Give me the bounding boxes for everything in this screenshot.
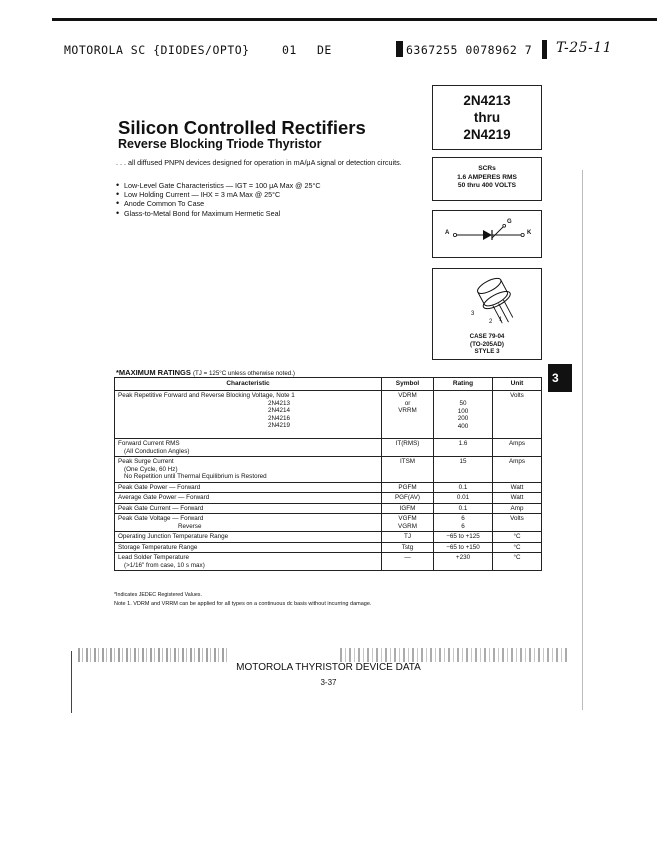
scan-noise (340, 648, 570, 662)
table-row (115, 457, 542, 483)
scr-symbol-box (432, 210, 542, 258)
char-cell: Peak Surge Current (One Cycle, 60 Hz) No Repetition until Thermal Equilibrium is Restored (115, 457, 382, 483)
spec-line-2: 1.6 AMPERES RMS (457, 173, 517, 181)
table-row (115, 503, 542, 514)
part-line-3: 2N4219 (463, 127, 511, 142)
char-cell: Forward Current RMS (All Conduction Angles) (115, 439, 382, 457)
rating-cell: +230 (434, 553, 493, 571)
scan-header (64, 40, 624, 62)
symbol-cell: VGFM VGRM (382, 514, 434, 532)
symbol-cell: IT(RMS) (382, 439, 434, 457)
rating-cell: 15 (434, 457, 493, 483)
symbol-cell: VDRM or VRRM (382, 391, 434, 439)
char-cell: Peak Gate Current — Forward (115, 503, 382, 514)
table-row (115, 553, 542, 571)
header-catalog: 6367255 0078962 7 (406, 43, 533, 57)
table-row (115, 542, 542, 553)
header-symbol: Symbol (382, 378, 434, 391)
spec-line-3: 50 thru 400 VOLTS (457, 182, 517, 189)
symbol-cell: Tstg (382, 542, 434, 553)
header-block-mark (396, 41, 403, 57)
footer-title: MOTOROLA THYRISTOR DEVICE DATA (236, 662, 421, 673)
table-row (115, 482, 542, 493)
char-cell: Storage Temperature Range (115, 542, 382, 553)
case-pin-label: 1 (499, 317, 503, 323)
rating-cell: 0.1 (434, 503, 493, 514)
header-rating: Rating (434, 378, 493, 391)
feature-item: • Anode Common To Case (116, 199, 321, 208)
case-text (433, 333, 541, 356)
spec-box (432, 157, 542, 201)
case-line-1: CASE 79-04 (469, 333, 505, 340)
rating-cell: 50 100 200 400 (434, 391, 493, 439)
unit-cell: Watt (493, 482, 542, 493)
rating-cell: 0.01 (434, 493, 493, 504)
header-characteristic: Characteristic (115, 378, 382, 391)
unit-cell: Amps (493, 457, 542, 483)
header-code2: DE (317, 43, 332, 57)
section-tab-number: 3 (552, 371, 559, 385)
description: . . . all diffused PNPN devices designed for operation in mA/μA signal or detection circuits. (116, 158, 402, 167)
header-unit: Unit (493, 378, 542, 391)
page-subtitle: Reverse Blocking Triode Thyristor (118, 137, 322, 151)
anode-label: A (445, 230, 450, 236)
symbol-cell: PGF(AV) (382, 493, 434, 504)
scan-edge-line (582, 170, 583, 710)
char-cell: Peak Repetitive Forward and Reverse Blocking Voltage, Note 1 2N4213 2N4214 2N4216 2N4219 (115, 391, 382, 439)
feature-item: • Low-Level Gate Characteristics — IGT = 100 μA Max @ 25°C (116, 181, 321, 190)
unit-cell: Volts (493, 391, 542, 439)
rating-cell: 6 6 (434, 514, 493, 532)
maximum-ratings-table (114, 377, 542, 571)
char-cell: Peak Gate Voltage — Forward Reverse (115, 514, 382, 532)
ratings-title-text: *MAXIMUM RATINGS (116, 368, 191, 377)
unit-cell: Amps (493, 439, 542, 457)
case-pin-label: 3 (471, 311, 475, 317)
header-handwritten: T-25-11 (556, 40, 613, 56)
rating-cell: 1.6 (434, 439, 493, 457)
char-cell: Average Gate Power — Forward (115, 493, 382, 504)
ratings-title-note: (TJ = 125°C unless otherwise noted.) (192, 370, 295, 377)
header-company: MOTOROLA SC {DIODES/OPTO} (64, 43, 250, 57)
rating-cell: 0.1 (434, 482, 493, 493)
spec-line-1: SCRs (478, 165, 496, 172)
part-number-box (432, 85, 542, 150)
case-line-2: (TO-205AD) (470, 340, 504, 348)
symbol-cell: PGFM (382, 482, 434, 493)
part-line-2: thru (473, 110, 501, 125)
part-line-1: 2N4213 (463, 93, 511, 108)
char-cell: Lead Solder Temperature (>1/16" from case, 10 s max) (115, 553, 382, 571)
symbol-cell: — (382, 553, 434, 571)
rating-cell: −65 to +125 (434, 532, 493, 543)
ratings-title (116, 368, 295, 377)
char-cell: Operating Junction Temperature Range (115, 532, 382, 543)
table-header-row (115, 378, 542, 391)
section-tab (548, 364, 572, 392)
page-number: 3-37 (320, 678, 337, 687)
rating-cell: −65 to +150 (434, 542, 493, 553)
table-row (115, 532, 542, 543)
table-row (115, 391, 542, 439)
unit-cell: Volts (493, 514, 542, 532)
feature-list (116, 181, 321, 218)
scr-symbol-icon (433, 211, 541, 257)
symbol-cell: IGFM (382, 503, 434, 514)
unit-cell: °C (493, 553, 542, 571)
symbol-cell: ITSM (382, 457, 434, 483)
unit-cell: Amp (493, 503, 542, 514)
page-title: Silicon Controlled Rectifiers (118, 117, 366, 138)
unit-cell: °C (493, 542, 542, 553)
case-line-3: STYLE 3 (474, 348, 500, 356)
unit-cell: °C (493, 532, 542, 543)
header-bar-mark (542, 40, 547, 59)
footnote-note1: Note 1. VDRM and VRRM can be applied for all types on a continuous dc basis without incurring damage. (114, 601, 372, 607)
case-box (432, 268, 542, 360)
case-pin-label: 2 (489, 319, 493, 325)
feature-item: • Low Holding Current — IHX = 3 mA Max @ 25°C (116, 190, 321, 199)
gate-label: G (507, 219, 512, 225)
unit-cell: Watt (493, 493, 542, 504)
scan-noise (78, 648, 228, 662)
table-row (115, 514, 542, 532)
char-cell: Peak Gate Power — Forward (115, 482, 382, 493)
table-row (115, 439, 542, 457)
to-205-case-icon (433, 269, 541, 335)
cathode-label: K (527, 230, 532, 236)
header-code1: 01 (282, 43, 297, 57)
top-rule (52, 18, 657, 21)
table-row (115, 493, 542, 504)
symbol-cell: TJ (382, 532, 434, 543)
feature-item: • Glass-to-Metal Bond for Maximum Hermetic Seal (116, 209, 321, 218)
footnote-jedec: *Indicates JEDEC Registered Values. (114, 592, 202, 598)
